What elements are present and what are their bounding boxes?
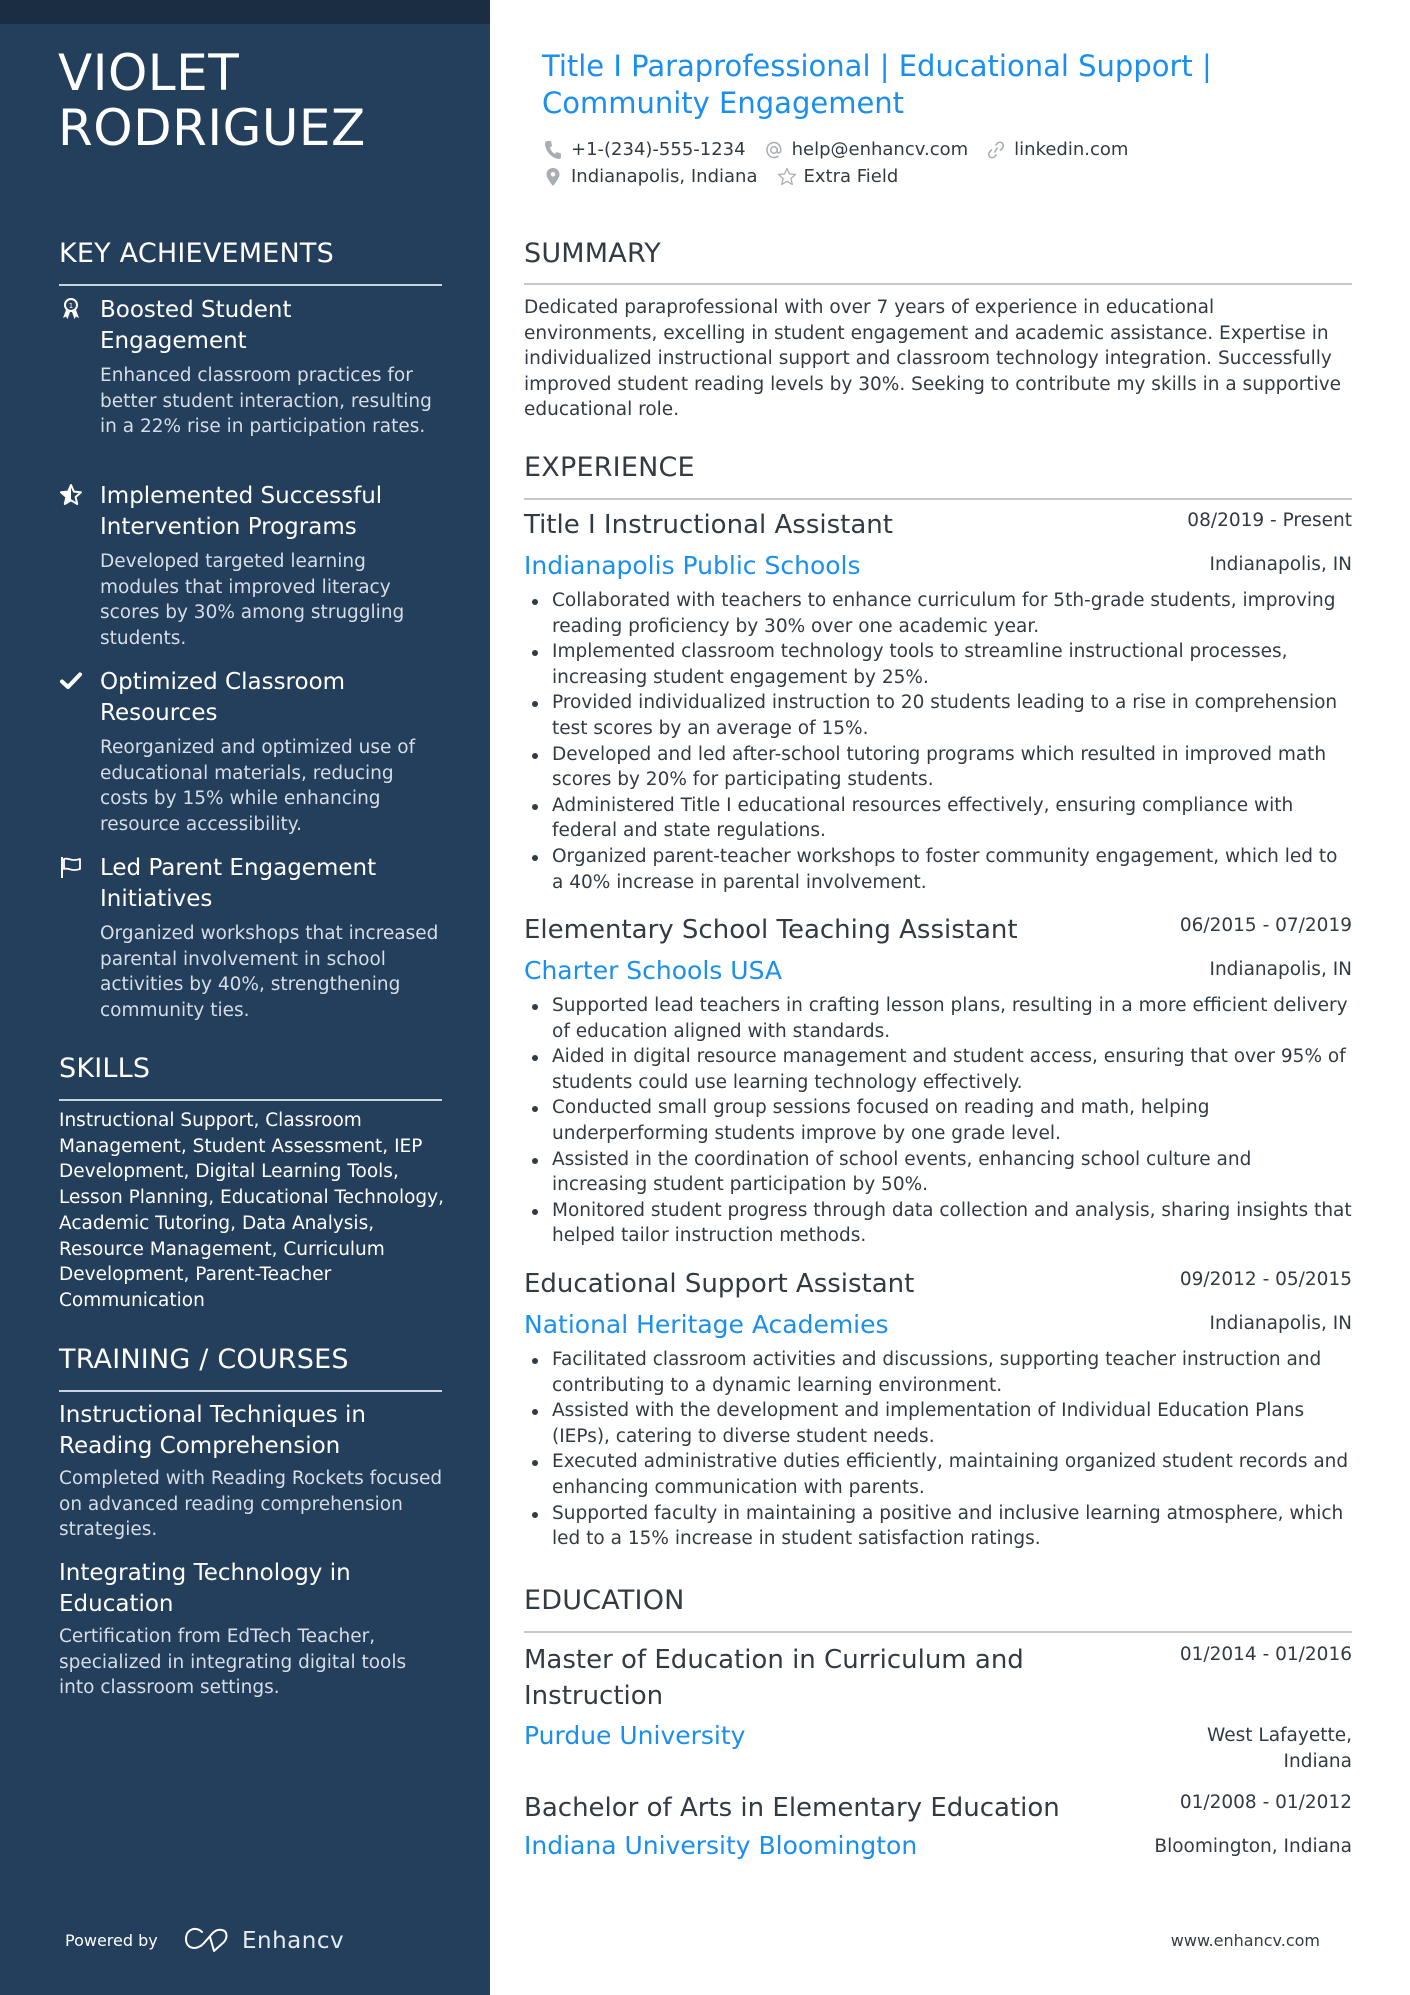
- contact-row-2: [544, 165, 917, 189]
- summary-divider: [524, 283, 1352, 285]
- summary-text: Dedicated paraprofessional with over 7 years of experience in educational environments, excelling in student engagement and academic assistance. Expertise in individualized instructional support and classroom technology integration. Successfully improved student reading levels by 30%. Seeking to contribute my skills in a supportive educational role.: [524, 297, 1342, 421]
- achievement-description: Organized workshops that increased parental involvement in school activities by 40%, strengthening community ties.: [100, 923, 439, 1022]
- achievement-item: [59, 481, 444, 652]
- experience-item: [524, 508, 1352, 895]
- job-bullet: Facilitated classroom activities and discussions, supporting teacher instruction and contributing to a dynamic learning environment.: [524, 1347, 1352, 1398]
- achievement-item: [59, 295, 444, 440]
- achievement-title: Boosted Student Engagement: [100, 297, 292, 354]
- achievement-description: Developed targeted learning modules that improved literacy scores by 30% among struggling students.: [100, 551, 405, 650]
- award-icon: [59, 297, 83, 321]
- job-location: Indianapolis, IN: [1209, 959, 1352, 980]
- enhancv-logo-icon: [184, 1925, 230, 1957]
- at-icon: [765, 140, 783, 160]
- check-icon: [59, 669, 83, 693]
- summary-heading: SUMMARY: [524, 238, 661, 269]
- experience-heading: EXPERIENCE: [524, 452, 695, 483]
- job-company: Indianapolis Public Schools: [524, 551, 861, 580]
- job-bullet: Organized parent-teacher workshops to foster community engagement, which led to a 40% increase in parental involvement.: [524, 844, 1352, 895]
- achievement-title: Optimized Classroom Resources: [100, 669, 346, 726]
- job-dates: 09/2012 - 05/2015: [1179, 1269, 1352, 1290]
- sidebar: [0, 0, 490, 1995]
- experience-divider: [524, 498, 1352, 500]
- job-bullet: Assisted with the development and implementation of Individual Education Plans (IEPs), catering to diverse student needs.: [524, 1398, 1352, 1449]
- job-bullet: Provided individualized instruction to 20 students leading to a rise in comprehension test scores by an average of 15%.: [524, 690, 1352, 741]
- job-title: Title I Instructional Assistant: [524, 510, 893, 540]
- course-item: [59, 1558, 444, 1701]
- link-icon: [987, 140, 1005, 160]
- degree-title: Bachelor of Arts in Elementary Education: [524, 1793, 1060, 1823]
- job-bullets: [524, 993, 1352, 1249]
- resume-headline: Title I Paraprofessional | Educational Support | Community Engagement: [542, 49, 1212, 120]
- education-dates: 01/2008 - 01/2012: [1179, 1792, 1352, 1813]
- job-bullets: [524, 588, 1352, 895]
- email-text: help@enhancv.com: [791, 139, 969, 160]
- course-title: Integrating Technology in Education: [59, 1560, 351, 1617]
- education-location: Bloomington, Indiana: [1154, 1836, 1352, 1857]
- school-name: Indiana University Bloomington: [524, 1831, 918, 1860]
- job-dates: 06/2015 - 07/2019: [1179, 915, 1352, 936]
- extra-field-text: Extra Field: [803, 166, 899, 187]
- education-location: [1207, 1723, 1352, 1775]
- education-divider: [524, 1631, 1352, 1633]
- job-bullet: Administered Title I educational resources effectively, ensuring compliance with federal and state regulations.: [524, 793, 1352, 844]
- education-location-line: Indiana: [1283, 1751, 1352, 1772]
- star-outline-icon: [777, 167, 795, 187]
- job-title: Educational Support Assistant: [524, 1269, 915, 1299]
- course-description: Certification from EdTech Teacher, specialized in integrating digital tools into classroom settings.: [59, 1626, 407, 1699]
- experience-item: [524, 1267, 1352, 1552]
- job-bullet: Collaborated with teachers to enhance curriculum for 5th-grade students, improving reading proficiency by 30% over one academic year.: [524, 588, 1352, 639]
- school-name: Purdue University: [524, 1721, 746, 1750]
- skills-list: Instructional Support, Classroom Management, Student Assessment, IEP Development, Digital Learning Tools, Lesson Planning, Educational Technology, Academic Tutoring, Data Analysis, Resource Management, Curriculum Development, Parent-Teacher Communication: [59, 1110, 444, 1311]
- achievement-item: [59, 853, 444, 1024]
- education-heading: EDUCATION: [524, 1585, 685, 1616]
- education-location-line: West Lafayette,: [1207, 1725, 1352, 1746]
- job-company: National Heritage Academies: [524, 1310, 889, 1339]
- education-item: [524, 1790, 1352, 1862]
- contact-email[interactable]: [765, 138, 969, 162]
- job-location: Indianapolis, IN: [1209, 1313, 1352, 1334]
- sidebar-top-band: [0, 0, 490, 24]
- job-bullet: Supported lead teachers in crafting lesson plans, resulting in a more efficient delivery of education aligned with standards.: [524, 993, 1352, 1044]
- skills-divider: [59, 1099, 442, 1101]
- job-bullet: Developed and led after-school tutoring programs which resulted in improved math scores by 20% for participating students.: [524, 742, 1352, 793]
- contact-location: [544, 165, 758, 189]
- job-location: Indianapolis, IN: [1209, 554, 1352, 575]
- job-bullet: Implemented classroom technology tools to streamline instructional processes, increasing student engagement by 25%.: [524, 639, 1352, 690]
- footer-url[interactable]: www.enhancv.com: [1170, 1931, 1320, 1950]
- key-achievements-heading: KEY ACHIEVEMENTS: [59, 238, 334, 269]
- job-bullet: Conducted small group sessions focused on reading and math, helping underperforming students improve by one grade level.: [524, 1095, 1352, 1146]
- achievement-item: [59, 667, 444, 838]
- course-title: Instructional Techniques in Reading Comprehension: [59, 1402, 366, 1459]
- course-item: [59, 1400, 444, 1543]
- achievement-description: Enhanced classroom practices for better student interaction, resulting in a 22% rise in participation rates.: [100, 365, 432, 438]
- job-bullets: [524, 1347, 1352, 1552]
- job-title: Elementary School Teaching Assistant: [524, 915, 1018, 945]
- course-description: Completed with Reading Rockets focused on advanced reading comprehension strategies.: [59, 1468, 443, 1541]
- flag-icon: [59, 855, 83, 879]
- contact-row-1: [544, 138, 1147, 162]
- star-icon: [59, 483, 83, 507]
- job-bullet: Supported faculty in maintaining a positive and inclusive learning atmosphere, which led to a 15% increase in student satisfaction ratings.: [524, 1501, 1352, 1552]
- candidate-name: VIOLET RODRIGUEZ: [58, 44, 366, 157]
- achievement-title: Led Parent Engagement Initiatives: [100, 855, 377, 912]
- job-bullet: Aided in digital resource management and student access, ensuring that over 95% of students could use learning technology effectively.: [524, 1044, 1352, 1095]
- enhancv-logo[interactable]: [184, 1925, 344, 1957]
- enhancv-logo-text: Enhancv: [242, 1928, 345, 1954]
- skills-heading: SKILLS: [59, 1053, 151, 1084]
- location-pin-icon: [544, 167, 562, 187]
- job-company: Charter Schools USA: [524, 956, 783, 985]
- contact-phone[interactable]: [544, 138, 746, 162]
- main-content: [524, 0, 1352, 1995]
- achievement-description: Reorganized and optimized use of educational materials, reducing costs by 15% while enhancing resource accessibility.: [100, 737, 416, 836]
- job-dates: 08/2019 - Present: [1187, 510, 1352, 531]
- linkedin-text: linkedin.com: [1014, 139, 1129, 160]
- contact-extra: [777, 165, 899, 189]
- degree-title: Master of Education in Curriculum and Instruction: [524, 1645, 1024, 1711]
- job-bullet: Monitored student progress through data collection and analysis, sharing insights that helped tailor instruction methods.: [524, 1198, 1352, 1249]
- phone-icon: [544, 140, 562, 160]
- phone-text: +1-(234)-555-1234: [571, 139, 746, 160]
- key-achievements-divider: [59, 284, 442, 286]
- training-divider: [59, 1390, 442, 1392]
- job-bullet: Assisted in the coordination of school events, enhancing school culture and increasing student participation by 50%.: [524, 1147, 1352, 1198]
- training-heading: TRAINING / COURSES: [59, 1344, 349, 1375]
- education-dates: 01/2014 - 01/2016: [1179, 1644, 1352, 1665]
- powered-by-label: Powered by: [65, 1931, 158, 1950]
- education-item: [524, 1642, 1352, 1772]
- achievement-title: Implemented Successful Intervention Programs: [100, 483, 383, 540]
- location-text: Indianapolis, Indiana: [571, 166, 758, 187]
- job-bullet: Executed administrative duties efficiently, maintaining organized student records and enhancing communication with parents.: [524, 1449, 1352, 1500]
- svg-text:1: 1: [68, 302, 74, 310]
- experience-item: [524, 913, 1352, 1249]
- contact-linkedin[interactable]: [987, 138, 1128, 162]
